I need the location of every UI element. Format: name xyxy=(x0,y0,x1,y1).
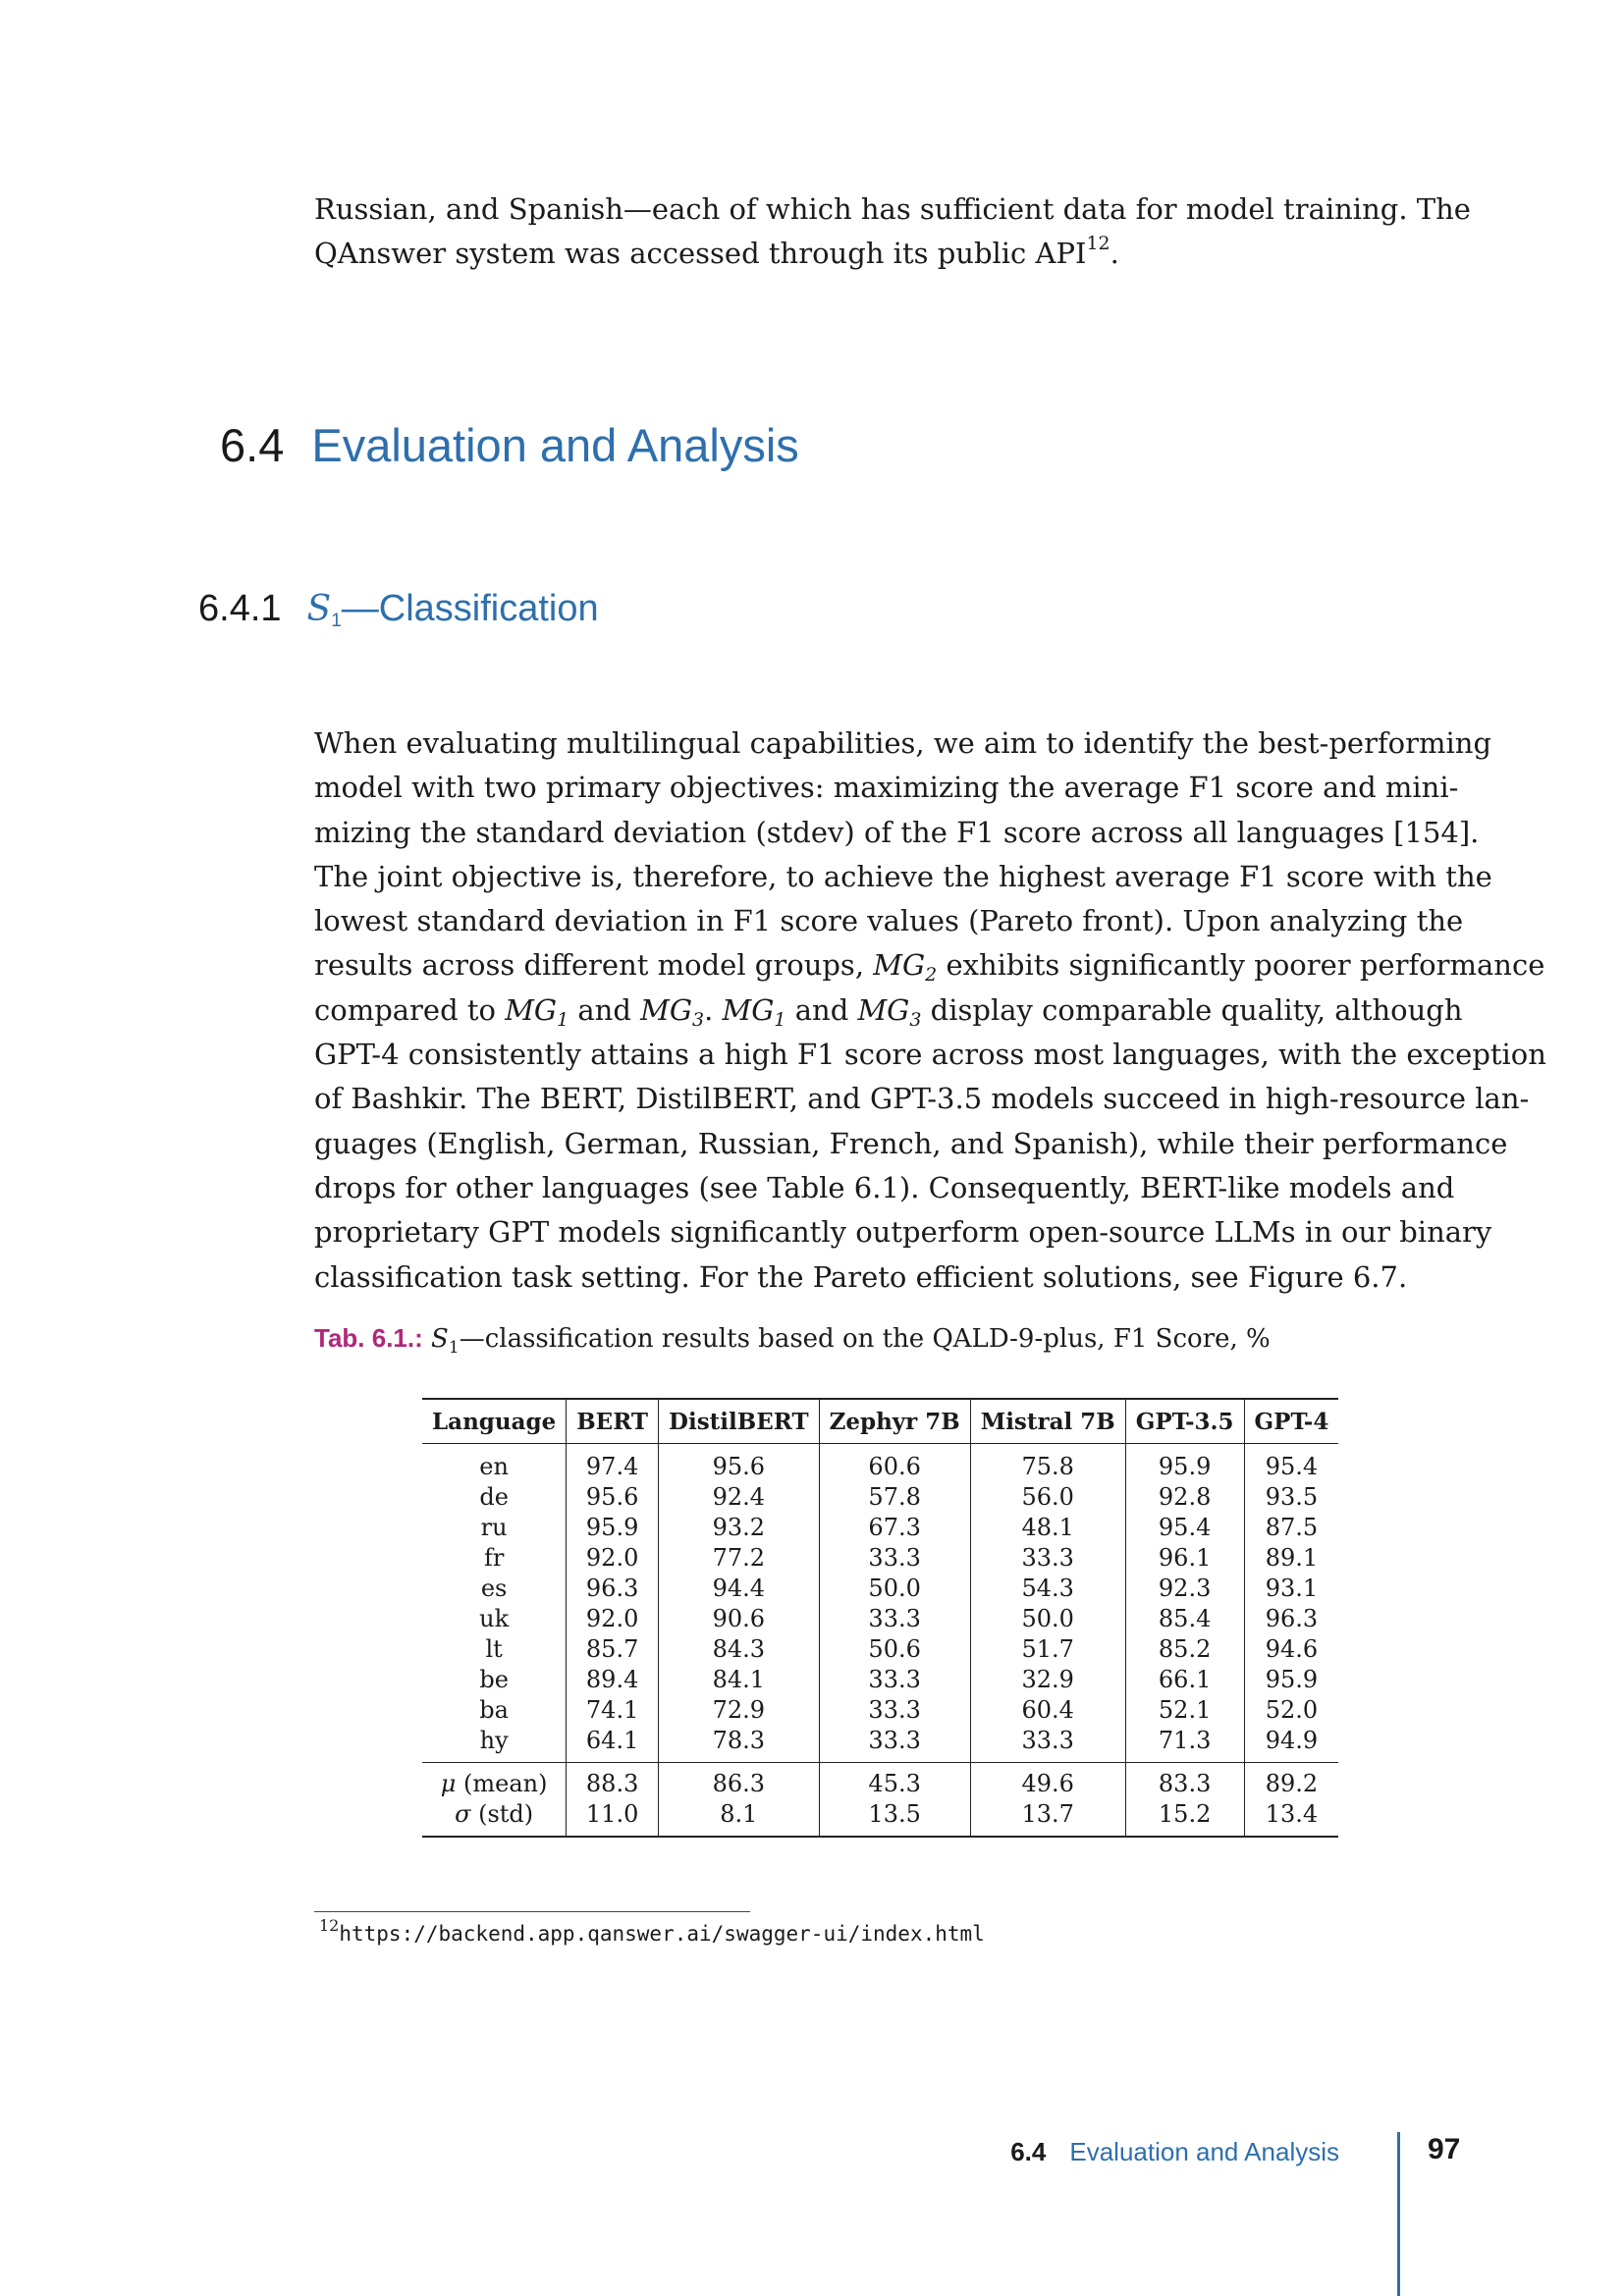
table-stat-value: 8.1 xyxy=(659,1799,820,1837)
body-line-7-and-1: and xyxy=(577,992,631,1027)
table-cell-value: 92.3 xyxy=(1125,1574,1244,1604)
body-line-9: of Bashkir. The BERT, DistilBERT, and GPT-3.5 models succeed in high-resource lan- xyxy=(314,1082,1530,1116)
page-margin-rule xyxy=(1397,2132,1400,2296)
math-mg1-a-base: MG xyxy=(505,992,558,1027)
page-number: 97 xyxy=(1428,2133,1461,2165)
math-mg1-b-base: MG xyxy=(722,992,775,1027)
body-line-7-c: display comparable quality, although xyxy=(930,992,1463,1027)
math-mg2 xyxy=(873,948,938,987)
table-cell-value: 95.9 xyxy=(1125,1444,1244,1483)
table-cell-value: 50.0 xyxy=(819,1574,970,1604)
body-line-2: model with two primary objectives: maximizing the average F1 score and mini- xyxy=(314,771,1459,805)
table-cell-value: 72.9 xyxy=(659,1695,820,1726)
table-cell-value: 97.4 xyxy=(567,1444,659,1483)
intro-line-2-text: QAnswer system was accessed through its public API xyxy=(314,237,1087,271)
subsection-title-wrap xyxy=(307,588,599,629)
table-row xyxy=(422,1543,1338,1574)
section-title: Evaluation and Analysis xyxy=(311,419,799,471)
table-cell-language: lt xyxy=(422,1634,567,1665)
body-line-1: When evaluating multilingual capabilities, we aim to identify the best-performing xyxy=(314,726,1492,760)
table-cell-language: en xyxy=(422,1444,567,1483)
footer-section-title: Evaluation and Analysis xyxy=(1069,2137,1339,2166)
table-cell-value: 94.4 xyxy=(659,1574,820,1604)
table-cell-value: 92.0 xyxy=(567,1543,659,1574)
table-stat-value: 86.3 xyxy=(659,1763,820,1800)
table-header-gpt-4: GPT-4 xyxy=(1244,1399,1338,1444)
table-cell-language: es xyxy=(422,1574,567,1604)
body-line-10: guages (English, German, Russian, French, and Spanish), while their performance xyxy=(314,1126,1508,1160)
table-caption-symbol: S xyxy=(431,1324,449,1354)
table-cell-value: 90.6 xyxy=(659,1604,820,1634)
table-cell-value: 33.3 xyxy=(819,1695,970,1726)
table-cell-value: 93.1 xyxy=(1265,1575,1319,1602)
table-cell-value: 89.1 xyxy=(1265,1544,1319,1572)
results-table xyxy=(422,1398,1338,1838)
table-cell-value: 95.6 xyxy=(659,1444,820,1483)
table-stat-value: 13.4 xyxy=(1244,1799,1338,1837)
table-cell-value: 92.8 xyxy=(1125,1482,1244,1513)
table-stat-value: 13.5 xyxy=(819,1799,970,1837)
table-cell-value: 50.6 xyxy=(819,1634,970,1665)
table-header-distilbert: DistilBERT xyxy=(659,1399,820,1444)
table-row xyxy=(422,1634,1338,1665)
table-caption-label: Tab. 6.1.: xyxy=(314,1323,423,1353)
table-stat-label-text: (std) xyxy=(470,1800,534,1828)
math-mg1-b xyxy=(722,992,786,1031)
table-cell-language: fr xyxy=(422,1543,567,1574)
body-line-3: mizing the standard deviation (stdev) of the F1 score across all languages [154]. xyxy=(314,815,1480,849)
table-cell-value: 33.3 xyxy=(819,1543,970,1574)
body-paragraph xyxy=(314,721,1546,1300)
table-cell-value: 33.3 xyxy=(819,1665,970,1695)
body-line-6-b: exhibits significantly poorer performance xyxy=(946,948,1545,983)
math-mg3-b-base: MG xyxy=(857,992,910,1027)
table-cell-value: 67.3 xyxy=(819,1513,970,1543)
table-row xyxy=(422,1604,1338,1634)
subsection-symbol: S xyxy=(306,589,332,629)
table-row xyxy=(422,1513,1338,1543)
table-row xyxy=(422,1482,1338,1513)
table-cell-value: 84.1 xyxy=(659,1665,820,1695)
math-mg1-a-sub: 1 xyxy=(557,1008,569,1031)
table-cell-value: 50.0 xyxy=(970,1604,1125,1634)
table-cell-value: 32.9 xyxy=(970,1665,1125,1695)
table-row xyxy=(422,1574,1338,1604)
math-mg3-b-sub: 3 xyxy=(909,1008,922,1031)
table-caption-symbol-sub: 1 xyxy=(448,1338,460,1358)
table-cell-value: 60.4 xyxy=(970,1695,1125,1726)
table-cell-value: 94.6 xyxy=(1265,1635,1319,1663)
footnote-url[interactable]: https://backend.app.qanswer.ai/swagger-ui/index.html xyxy=(339,1922,985,1946)
footnote-mark-12[interactable]: 12 xyxy=(1086,233,1110,255)
table-cell-value: 93.2 xyxy=(659,1513,820,1543)
table-row xyxy=(422,1444,1338,1483)
body-line-5: lowest standard deviation in F1 score values (Pareto front). Upon analyzing the xyxy=(314,904,1464,938)
table-header-zephyr-7b: Zephyr 7B xyxy=(819,1399,970,1444)
table-stat-value: 89.2 xyxy=(1244,1763,1338,1800)
table-cell-value: 52.0 xyxy=(1265,1696,1319,1724)
footnote xyxy=(319,1918,985,1949)
table-row xyxy=(422,1695,1338,1726)
math-mg2-base: MG xyxy=(873,948,926,983)
table-stat-label xyxy=(422,1799,567,1837)
math-mg3-a-sub: 3 xyxy=(692,1008,705,1031)
body-line-4: The joint objective is, therefore, to achieve the highest average F1 score with the xyxy=(314,859,1492,893)
body-line-13: classification task setting. For the Pareto efficient solutions, see Figure 6.7. xyxy=(314,1259,1408,1294)
table-header-bert: BERT xyxy=(567,1399,659,1444)
math-mg3-b xyxy=(857,992,922,1031)
table-stat-value: 45.3 xyxy=(819,1763,970,1800)
subsection-symbol-sub: 1 xyxy=(331,611,342,631)
table-caption xyxy=(314,1321,1271,1356)
intro-line-2 xyxy=(314,232,1394,276)
table-stat-value: 13.7 xyxy=(970,1799,1125,1837)
table-stat-symbol: σ xyxy=(455,1800,471,1828)
body-line-8: GPT-4 consistently attains a high F1 score across most languages, with the exception xyxy=(314,1038,1546,1072)
table-cell-value: 33.3 xyxy=(819,1604,970,1634)
table-cell-value: 71.3 xyxy=(1125,1726,1244,1763)
table-cell-value: 54.3 xyxy=(970,1574,1125,1604)
table-cell-value: 95.4 xyxy=(1125,1513,1244,1543)
table-stat-label xyxy=(422,1763,567,1800)
table-row xyxy=(422,1726,1338,1763)
table-stat-value: 49.6 xyxy=(970,1763,1125,1800)
table-caption-text: —classification results based on the QALD-9-plus, F1 Score, % xyxy=(459,1324,1271,1354)
section-number: 6.4 xyxy=(220,419,285,471)
intro-line-2-end: . xyxy=(1110,237,1119,271)
body-line-7-dot: . xyxy=(704,992,714,1027)
table-row xyxy=(422,1665,1338,1695)
table-cell-value: 96.3 xyxy=(1265,1605,1319,1632)
table-cell-value: 96.1 xyxy=(1125,1543,1244,1574)
table-cell-value: 33.3 xyxy=(970,1543,1125,1574)
table-cell-value: 33.3 xyxy=(970,1726,1125,1763)
running-footer xyxy=(1010,2135,1339,2168)
subsection-heading xyxy=(198,585,599,633)
table-header-gpt-3-5: GPT-3.5 xyxy=(1125,1399,1244,1444)
table-cell-value: 95.9 xyxy=(1265,1666,1319,1693)
table-cell-value: 85.4 xyxy=(1125,1604,1244,1634)
table-cell-value: 95.6 xyxy=(567,1482,659,1513)
subsection-number: 6.4.1 xyxy=(198,588,282,629)
table-cell-value: 74.1 xyxy=(567,1695,659,1726)
body-line-7-and-2: and xyxy=(794,992,849,1027)
table-cell-value: 52.1 xyxy=(1125,1695,1244,1726)
intro-line-1: Russian, and Spanish—each of which has sufficient data for model training. The xyxy=(314,192,1471,226)
body-line-12: proprietary GPT models significantly outperform open-source LLMs in our binary xyxy=(314,1215,1492,1250)
footnote-number: 12 xyxy=(319,1916,340,1935)
body-line-11: drops for other languages (see Table 6.1). Consequently, BERT-like models and xyxy=(314,1170,1455,1204)
table-cell-value: 94.9 xyxy=(1265,1727,1319,1754)
table-cell-value: 51.7 xyxy=(970,1634,1125,1665)
table-cell-value: 95.4 xyxy=(1265,1453,1319,1480)
math-mg3-a xyxy=(640,992,705,1031)
table-stat-symbol: μ xyxy=(440,1770,457,1797)
table-stat-row xyxy=(422,1799,1338,1837)
table-cell-value: 96.3 xyxy=(567,1574,659,1604)
table-stat-row xyxy=(422,1763,1338,1800)
body-line-6-a: results across different model groups, xyxy=(314,948,865,983)
table-stat-label-text: (mean) xyxy=(456,1770,548,1797)
table-cell-value: 78.3 xyxy=(659,1726,820,1763)
table-cell-value: 92.4 xyxy=(659,1482,820,1513)
table-cell-value: 95.9 xyxy=(567,1513,659,1543)
table-cell-value: 64.1 xyxy=(567,1726,659,1763)
table-cell-language: ru xyxy=(422,1513,567,1543)
table-cell-value: 84.3 xyxy=(659,1634,820,1665)
body-line-7 xyxy=(314,988,1463,1033)
table-header-row xyxy=(422,1399,1338,1444)
table-stat-value: 11.0 xyxy=(567,1799,659,1837)
table-cell-value: 75.8 xyxy=(970,1444,1125,1483)
math-mg2-sub: 2 xyxy=(925,964,938,987)
table-cell-value: 93.5 xyxy=(1265,1483,1319,1511)
math-mg1-a xyxy=(505,992,569,1031)
table-cell-value: 85.2 xyxy=(1125,1634,1244,1665)
table-cell-value: 87.5 xyxy=(1265,1514,1319,1541)
table-header-mistral-7b: Mistral 7B xyxy=(970,1399,1125,1444)
footnote-divider xyxy=(314,1911,750,1912)
table-cell-value: 57.8 xyxy=(819,1482,970,1513)
math-mg3-a-base: MG xyxy=(640,992,693,1027)
table-stat-value: 15.2 xyxy=(1125,1799,1244,1837)
table-cell-language: de xyxy=(422,1482,567,1513)
table-cell-value: 56.0 xyxy=(970,1482,1125,1513)
table-cell-value: 92.0 xyxy=(567,1604,659,1634)
body-line-6 xyxy=(314,943,1545,988)
table-cell-value: 48.1 xyxy=(970,1513,1125,1543)
table-cell-language: ba xyxy=(422,1695,567,1726)
table-cell-language: uk xyxy=(422,1604,567,1634)
table-cell-value: 77.2 xyxy=(659,1543,820,1574)
table-cell-value: 33.3 xyxy=(819,1726,970,1763)
table-cell-value: 66.1 xyxy=(1125,1665,1244,1695)
table-cell-value: 60.6 xyxy=(819,1444,970,1483)
math-mg1-b-sub: 1 xyxy=(774,1008,786,1031)
footer-section-number: 6.4 xyxy=(1010,2137,1047,2166)
section-heading xyxy=(220,418,799,473)
table-cell-language: hy xyxy=(422,1726,567,1763)
table-cell-value: 89.4 xyxy=(567,1665,659,1695)
subsection-title: —Classification xyxy=(341,588,599,629)
table-stat-value: 88.3 xyxy=(567,1763,659,1800)
table-stat-value: 83.3 xyxy=(1125,1763,1244,1800)
intro-paragraph xyxy=(314,187,1471,277)
body-line-7-a: compared to xyxy=(314,992,496,1027)
table-header-language: Language xyxy=(422,1399,567,1444)
table-cell-language: be xyxy=(422,1665,567,1695)
table-cell-value: 85.7 xyxy=(567,1634,659,1665)
